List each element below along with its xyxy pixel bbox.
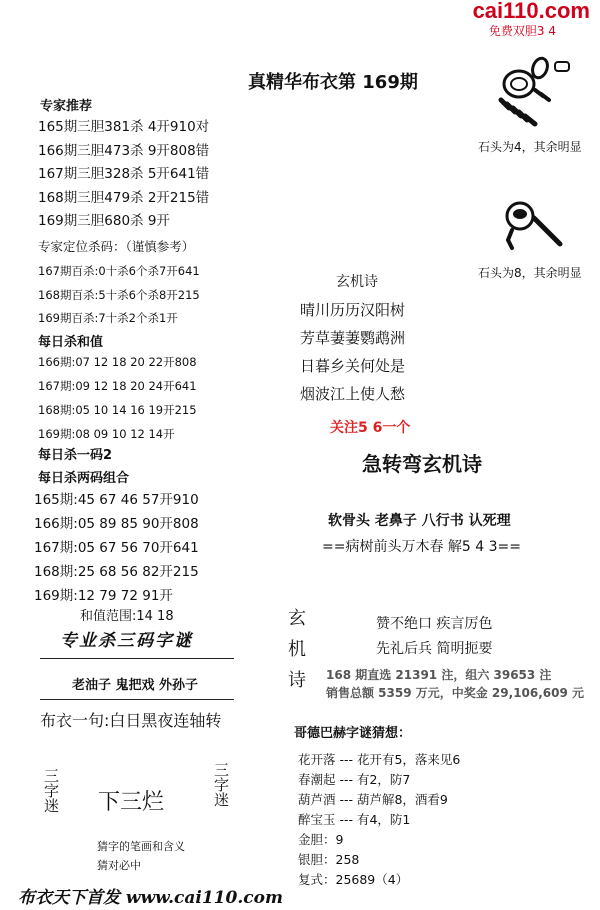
sales-line-1: 168 期直选 21391 注，组六 39653 注 (326, 668, 552, 682)
sales-line-2: 销售总额 5359 万元，中奖金 29,106,609 元 (326, 686, 585, 700)
two-list (34, 488, 199, 608)
list-item: 167期百杀:0十杀6个杀7开641 (38, 264, 200, 278)
page-title: 真精华布衣第 169期 (248, 72, 418, 93)
xjs-line: 先礼后兵 简明扼要 (376, 641, 493, 657)
xjs-char: 机 (288, 639, 306, 660)
center-riddle: 下三烂 (98, 790, 165, 815)
list-item: 165期三胆381杀 4开910对 (38, 119, 210, 135)
one-code: 每日杀一码2 (38, 448, 113, 463)
stone-note-1: 石头为4，其余明显 (478, 140, 582, 154)
stone-ring-icon (498, 192, 578, 262)
xjs-lines (376, 612, 492, 662)
poem-line: 烟波江上使人愁 (300, 385, 406, 403)
xjs-line: 赞不绝口 疾言厉色 (376, 616, 493, 632)
divider (40, 658, 234, 659)
godel-list (298, 750, 460, 890)
poem-line: 芳草萋萋鹦鹉洲 (300, 329, 406, 347)
poem (300, 296, 405, 408)
free-double-note: 免费双胆3 4 (488, 24, 556, 38)
list-item: 167期:09 12 18 20 24开641 (38, 379, 197, 393)
list-item: 168期:05 10 14 16 19开215 (38, 403, 197, 417)
expert-list (38, 116, 209, 234)
kill-list (38, 260, 200, 331)
list-item: 169期:08 09 10 12 14开 (38, 427, 175, 441)
poem-line: 日暮乡关何处是 (300, 357, 406, 375)
list-item: 166期:05 89 85 90开808 (34, 516, 199, 532)
turn-title: 急转弯玄机诗 (362, 452, 482, 476)
riddle-words: 老油子 鬼把戏 外孙子 (72, 678, 199, 693)
sum-header: 每日杀和值 (38, 335, 104, 350)
riddle-hint-2: 猜对必中 (97, 859, 141, 872)
list-item: 醉宝玉 --- 有4，防1 (298, 812, 411, 827)
list-item: 春潮起 --- 有2，防7 (298, 772, 411, 787)
gold-gall: 金胆：9 (298, 832, 344, 847)
silver-gall: 银胆：258 (298, 852, 360, 867)
footer: 布衣天下首发 www.cai110.com (18, 888, 283, 908)
list-item: 167期三胆328杀 5开641错 (38, 166, 210, 182)
riddle-title: 专业杀三码字谜 (60, 631, 193, 651)
list-item: 165期:45 67 46 57开910 (34, 492, 199, 508)
expert-header: 专家推荐 (40, 99, 93, 114)
list-item: 168期百杀:5十杀6个杀8开215 (38, 287, 200, 302)
divider (40, 699, 234, 700)
list-item: 169期:12 79 72 91开 (34, 588, 173, 604)
side-label-right: 三字迷 (212, 762, 230, 807)
xjs-vertical (288, 603, 312, 696)
riddle-hint: 猜字的笔画和含义 (97, 840, 185, 853)
side-label-left: 三字迷 (42, 768, 60, 813)
list-item: 167期:05 67 56 70开641 (34, 540, 199, 556)
list-item: 花开落 --- 花开有5，落来见6 (298, 752, 461, 767)
xjs-char: 诗 (288, 670, 306, 691)
site-logo: cai110.com (472, 0, 590, 23)
list-item: 168期:25 68 56 82开215 (34, 564, 199, 580)
sum-list (38, 350, 197, 446)
list-item: 169期百杀:7十杀2个杀1开 (38, 311, 178, 325)
kill-header: 专家定位杀码：（谨慎参考） (38, 239, 195, 254)
stone-chain-icon (495, 52, 585, 132)
list-item: 葫芦酒 --- 葫芦解8，酒看9 (298, 792, 448, 807)
turn-words: 软骨头 老鼻子 八行书 认死理 (328, 513, 511, 529)
list-item: 166期:07 12 18 20 22开808 (38, 355, 197, 369)
poem-line: 晴川历历汉阳树 (300, 301, 406, 319)
list-item: 168期三胆479杀 2开215错 (38, 189, 210, 206)
focus-note: 关注5 6一个 (330, 420, 411, 436)
list-item: 169期三胆680杀 9开 (38, 213, 170, 229)
daily-sentence: 布衣一句:白日黑夜连轴转 (40, 711, 222, 730)
sum-range: 和值范围:14 18 (80, 609, 174, 624)
godel-title: 哥德巴赫字谜猜想： (294, 726, 412, 741)
list-item: 166期三胆473杀 9开808错 (38, 142, 210, 159)
turn-solution: ==病树前头万木春 解5 4 3== (322, 539, 521, 555)
stone-note-2: 石头为8，其余明显 (478, 266, 582, 280)
fushi: 复式：25689（4） (298, 872, 409, 887)
two-header: 每日杀两码组合 (38, 471, 130, 486)
xjs-char: 玄 (288, 608, 306, 629)
poem-title: 玄机诗 (336, 274, 378, 290)
